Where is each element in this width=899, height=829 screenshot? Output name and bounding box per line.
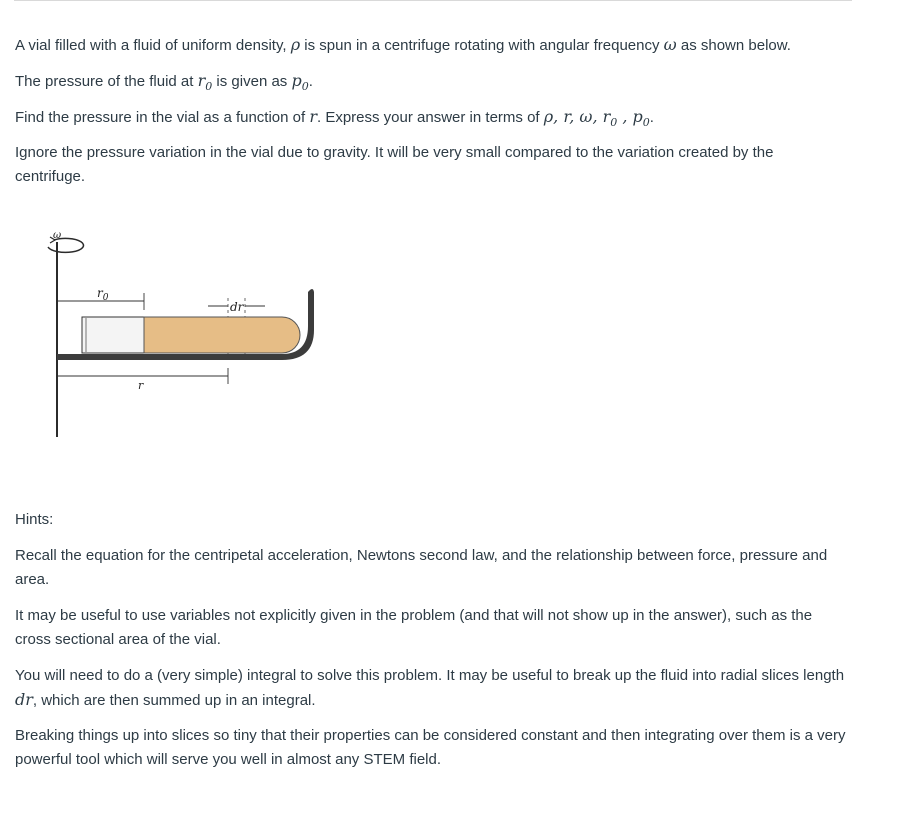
r0-label: $r_0$ [97, 286, 109, 303]
hint-1: Recall the equation for the centripetal acceleration, Newtons second law, and the relationship between force, pressure and area. [15, 547, 828, 588]
hint-2: It may be useful to use variables not explicitly given in the problem (and that will not show up in the answer), such as the cross sectional area of the vial. [15, 607, 813, 648]
hints-section [15, 508, 850, 768]
r-label: r [138, 379, 144, 392]
dr-label: dr [230, 300, 244, 314]
given-pressure: The pressure of the fluid at $r_0$ is given as $p_0$. [15, 71, 313, 93]
dr-symbol: dr [15, 690, 33, 709]
centrifuge-diagram [30, 222, 330, 447]
p0-symbol: p [291, 71, 302, 90]
answer-variables: ρ, r, ω, r [543, 107, 611, 126]
vial-fluid [144, 317, 300, 353]
hint-3: You will need to do a (very simple) integral to solve this problem. It may be useful to break up the fluid into radial slices length dr, which are then summed up in an integral. [15, 667, 845, 709]
hint-4: Breaking things up into slices so tiny that their properties can be considered constant and then integrating over them is a very powerful tool which will serve you well in almost any STEM field. [15, 727, 846, 768]
task-statement: Find the pressure in the vial as a function of r. Express your answer in terms of ρ, r, ω, $r_0$ , $p_0$. [15, 107, 654, 129]
gravity-note: Ignore the pressure variation in the vial due to gravity. It will be very small compared to the variation created by the centrifuge. [15, 144, 774, 185]
rho-symbol: ρ [290, 35, 301, 54]
omega-label: ω [53, 230, 62, 241]
problem-statement: A vial filled with a fluid of uniform density, ρ is spun in a centrifuge rotating with angular frequency ω as shown below. [15, 35, 791, 54]
hints-title: Hints: [15, 511, 54, 528]
vial-glass [82, 317, 146, 353]
omega-symbol: ω [663, 35, 677, 54]
top-divider [14, 0, 852, 1]
r0-symbol: r [197, 71, 206, 90]
